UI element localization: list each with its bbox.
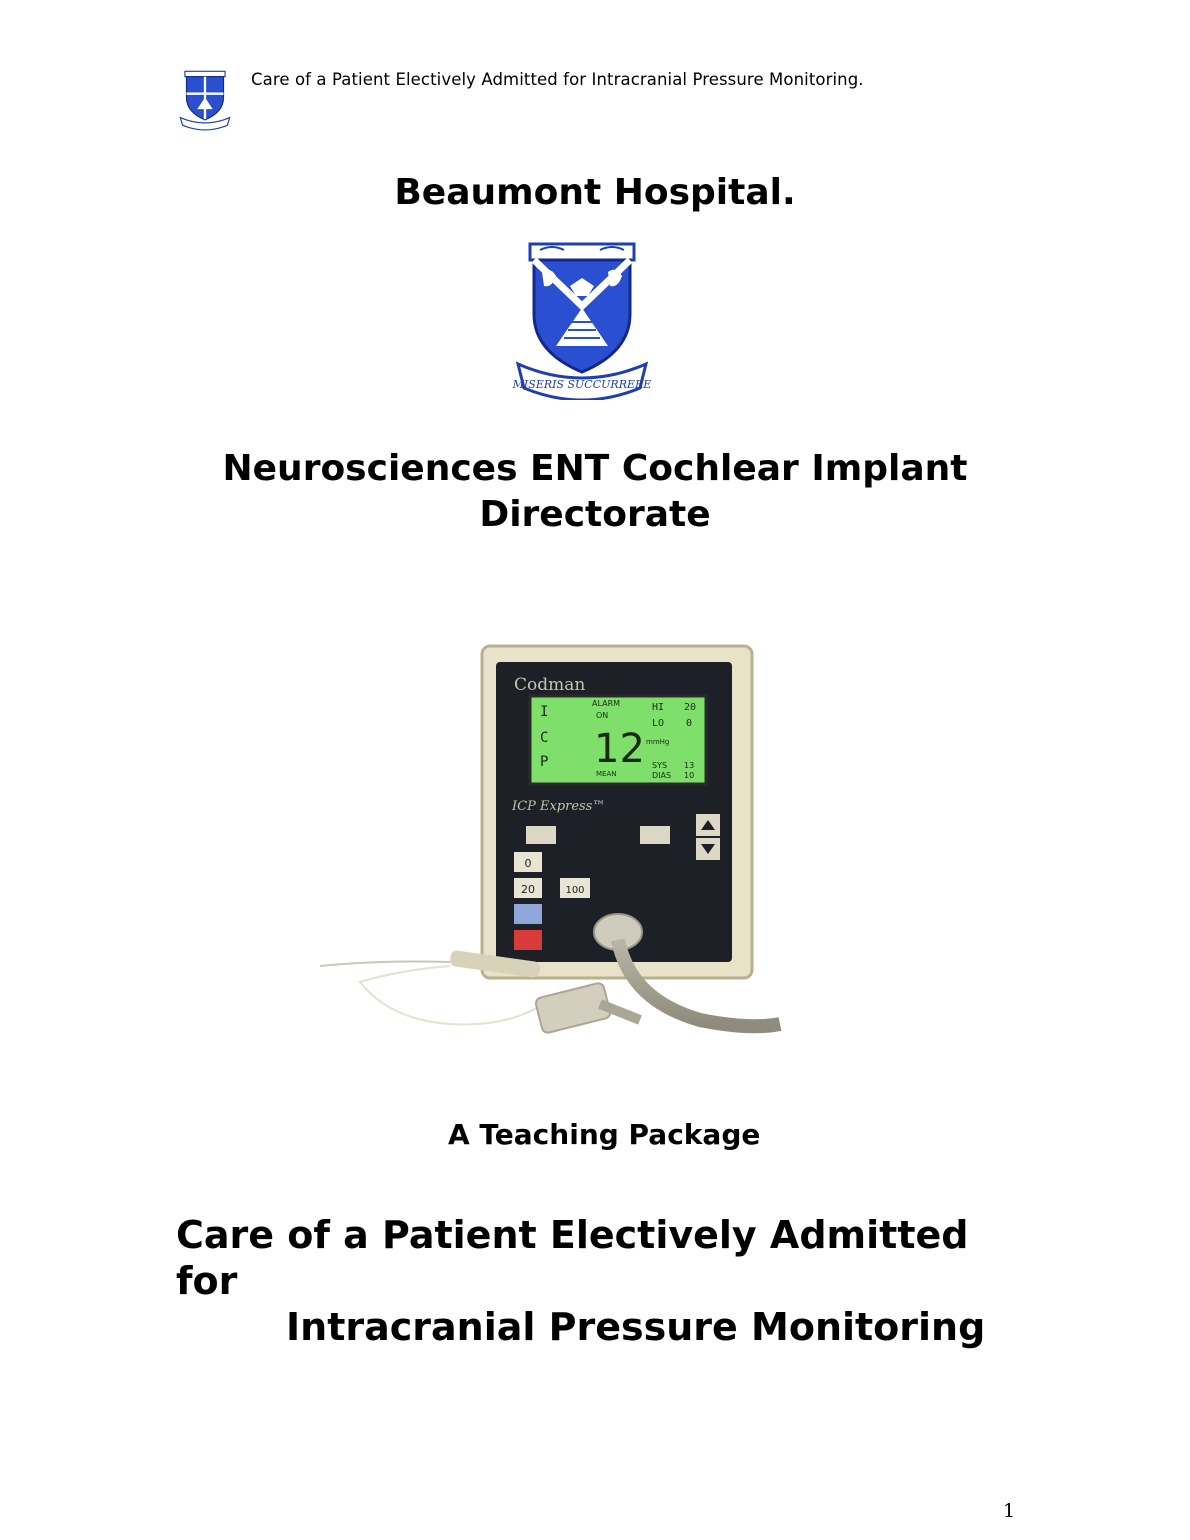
red-button [514, 930, 542, 950]
lcd-unit: mmHg [646, 738, 670, 746]
twenty-button-label: 20 [521, 883, 535, 896]
hospital-crest [512, 242, 652, 400]
lcd-dias-label: DIAS [652, 771, 672, 780]
package-subtitle: A Teaching Package [448, 1118, 761, 1151]
lcd-sys-label: SYS [652, 761, 668, 770]
icp-monitor-image [300, 640, 800, 1070]
page-number: 1 [1003, 1500, 1016, 1522]
lcd-sys-value: 13 [684, 761, 695, 770]
lcd-alarm-label: ALARM [592, 699, 621, 708]
lcd-label-c: C [540, 730, 549, 746]
lcd-alarm-state: ON [596, 711, 609, 720]
running-header: Care of a Patient Electively Admitted for Intracranial Pressure Monitoring. [251, 70, 864, 89]
crest-motto: MISERIS SUCCURRERE [512, 378, 652, 391]
hundred-button-label: 100 [565, 885, 585, 896]
directorate-title [0, 446, 1190, 538]
lcd-reading: 12 [594, 726, 645, 772]
directorate-line-2: Directorate [479, 494, 711, 535]
lcd-label-i: I [540, 704, 549, 720]
title-line-1: Care of a Patient Electively Admitted [176, 1213, 969, 1257]
device-model: ICP Express™ [512, 799, 606, 814]
title-line-3: Intracranial Pressure Monitoring [286, 1305, 986, 1349]
lcd-hi-label: HI [652, 702, 665, 713]
lcd-dias-value: 10 [684, 771, 695, 780]
menu-button [640, 826, 670, 844]
lcd-lo-value: 0 [686, 718, 693, 729]
title-line-2: for [176, 1259, 238, 1303]
lcd-hi-value: 20 [684, 702, 697, 713]
directorate-line-1: Neurosciences ENT Cochlear Implant [222, 448, 968, 489]
hospital-crest-small [178, 68, 232, 134]
hospital-name: Beaumont Hospital. [394, 172, 796, 213]
lcd-label-p: P [540, 754, 549, 770]
zero-button-label: 0 [524, 857, 532, 870]
blue-button [514, 904, 542, 924]
document-title [176, 1212, 985, 1350]
lcd-lo-label: LO [652, 718, 665, 729]
device-brand: Codman [514, 675, 586, 695]
lcd-mean-label: MEAN [596, 770, 617, 778]
alarm-button [526, 826, 556, 844]
